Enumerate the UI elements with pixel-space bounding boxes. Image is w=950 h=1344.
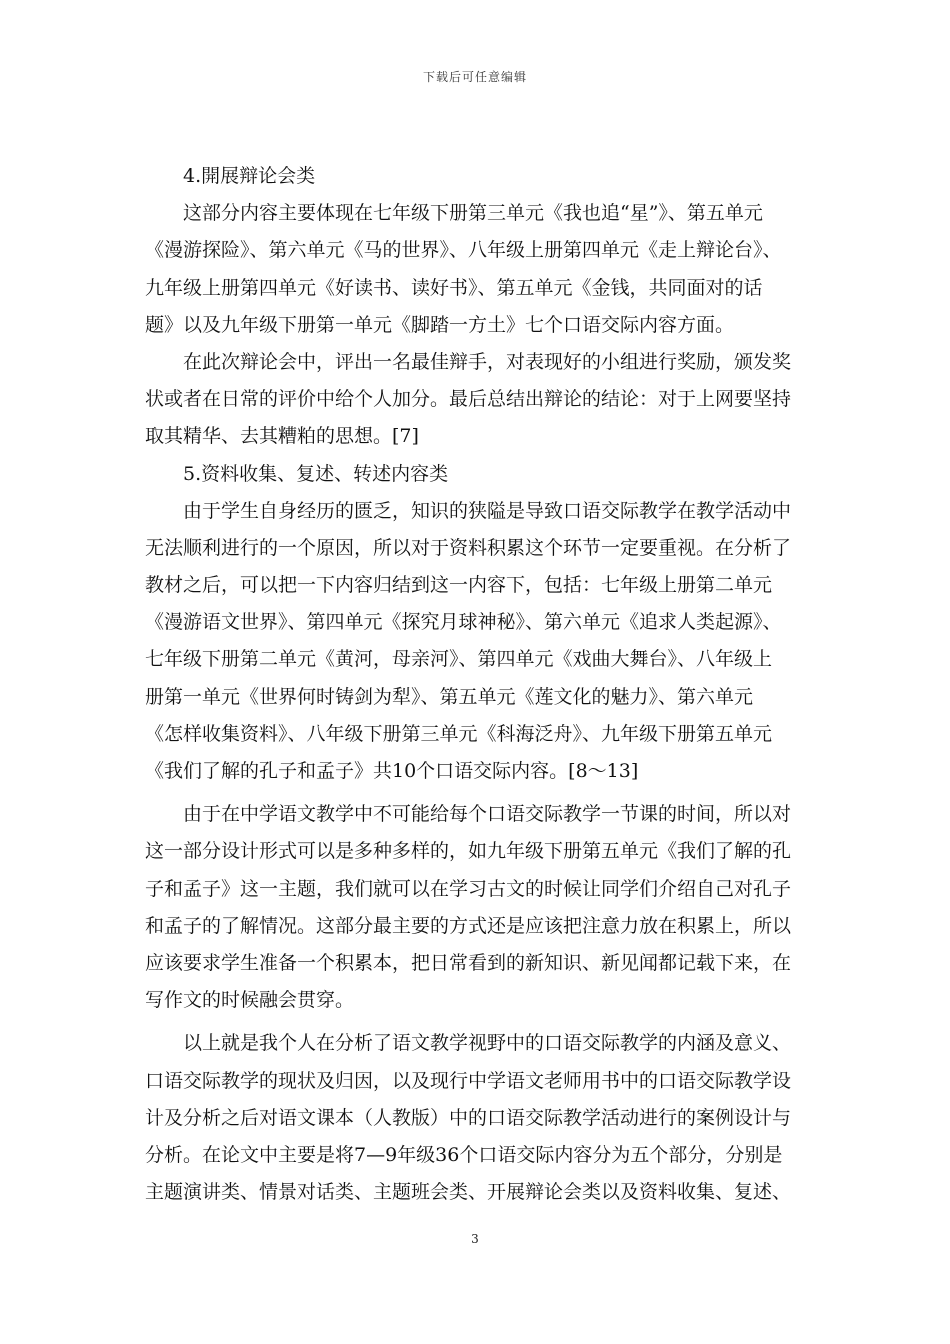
- section-heading-4: 4.開展辩论会类: [183, 165, 316, 187]
- paragraph-line: 这一部分设计形式可以是多种多样的，如九年级下册第五单元《我们了解的孔: [145, 840, 792, 863]
- paragraph-line: 口语交际教学的现状及归因，以及现行中学语文老师用书中的口语交际教学设: [145, 1069, 792, 1092]
- paragraph-line: 《我们了解的孔子和孟子》共10个口语交际内容。[8～13]: [145, 760, 639, 782]
- paragraph-4: [145, 796, 809, 1019]
- paragraph-line: 写作文的时候融会贯穿。: [145, 989, 355, 1012]
- page-number: 3: [471, 1232, 479, 1246]
- paragraph-1: [145, 195, 809, 344]
- paragraph-line: 无法顺利进行的一个原因，所以对于资料积累这个环节一定要重视。在分析了: [145, 536, 792, 559]
- paragraph-line: 计及分析之后对语文课本（人教版）中的口语交际教学活动进行的案例设计与: [145, 1106, 792, 1129]
- paragraph-line: 《漫游探险》、第六单元《马的世界》、八年级上册第四单元《走上辩论台》、: [145, 239, 782, 262]
- document-body: [145, 158, 809, 1211]
- paragraph-line: 以上就是我个人在分析了语文教学视野中的口语交际教学的内涵及意义、: [183, 1032, 792, 1055]
- paragraph-line: 册第一单元《世界何时铸剑为犁》、第五单元《莲文化的魅力》、第六单元: [145, 685, 754, 708]
- page-header: 下载后可任意编辑: [422, 70, 527, 84]
- paragraph-line: 在此次辩论会中，评出一名最佳辩手，对表现好的小组进行奖励，颁发奖: [183, 350, 792, 373]
- paragraph-line: 题》以及九年级下册第一单元《脚踏一方土》七个口语交际内容方面。: [145, 313, 735, 336]
- paragraph-line: 应该要求学生准备一个积累本，把日常看到的新知识、新见闻都记载下来，在: [145, 951, 792, 974]
- paragraph-line: 教材之后，可以把一下内容归结到这一内容下，包括：七年级上册第二单元: [145, 574, 773, 597]
- paragraph-line: 这部分内容主要体现在七年级下册第三单元《我也追“星”》、第五单元: [183, 202, 763, 225]
- paragraph-3: [145, 493, 809, 791]
- paragraph-line: 由于学生自身经历的匮乏，知识的狭隘是导致口语交际教学在教学活动中: [183, 499, 792, 522]
- paragraph-line: 七年级下册第二单元《黄河，母亲河》、第四单元《戏曲大舞台》、八年级上: [145, 648, 773, 671]
- paragraph-line: 子和孟子》这一主题，我们就可以在学习古文的时候让同学们介绍自己对孔子: [145, 877, 792, 900]
- paragraph-line: 《怎样收集资料》、八年级下册第三单元《科海泛舟》、九年级下册第五单元: [145, 722, 773, 745]
- paragraph-line: 和孟子的了解情况。这部分最主要的方式还是应该把注意力放在积累上，所以: [145, 914, 792, 937]
- paragraph-line: 由于在中学语文教学中不可能给每个口语交际教学一节课的时间，所以对: [183, 803, 792, 826]
- paragraph-line: 分析。在论文中主要是将7—9年级36个口语交际内容分为五个部分，分别是: [145, 1143, 783, 1166]
- section-heading-5: 5.资料收集、复述、转述内容类: [183, 462, 449, 485]
- paragraph-5: [145, 1025, 809, 1211]
- paragraph-line: 九年级上册第四单元《好读书、读好书》、第五单元《金钱，共同面对的话: [145, 276, 763, 299]
- paragraph-line: 主题演讲类、情景对话类、主题班会类、开展辩论会类以及资料收集、复述、: [145, 1181, 792, 1204]
- paragraph-line: 取其精华、去其糟粕的思想。[7]: [145, 425, 419, 448]
- paragraph-line: 状或者在日常的评价中给个人加分。最后总结出辩论的结论：对于上网要坚持: [145, 388, 792, 411]
- paragraph-line: 《漫游语文世界》、第四单元《探究月球神秘》、第六单元《追求人类起源》、: [145, 611, 782, 634]
- paragraph-2: [145, 344, 809, 456]
